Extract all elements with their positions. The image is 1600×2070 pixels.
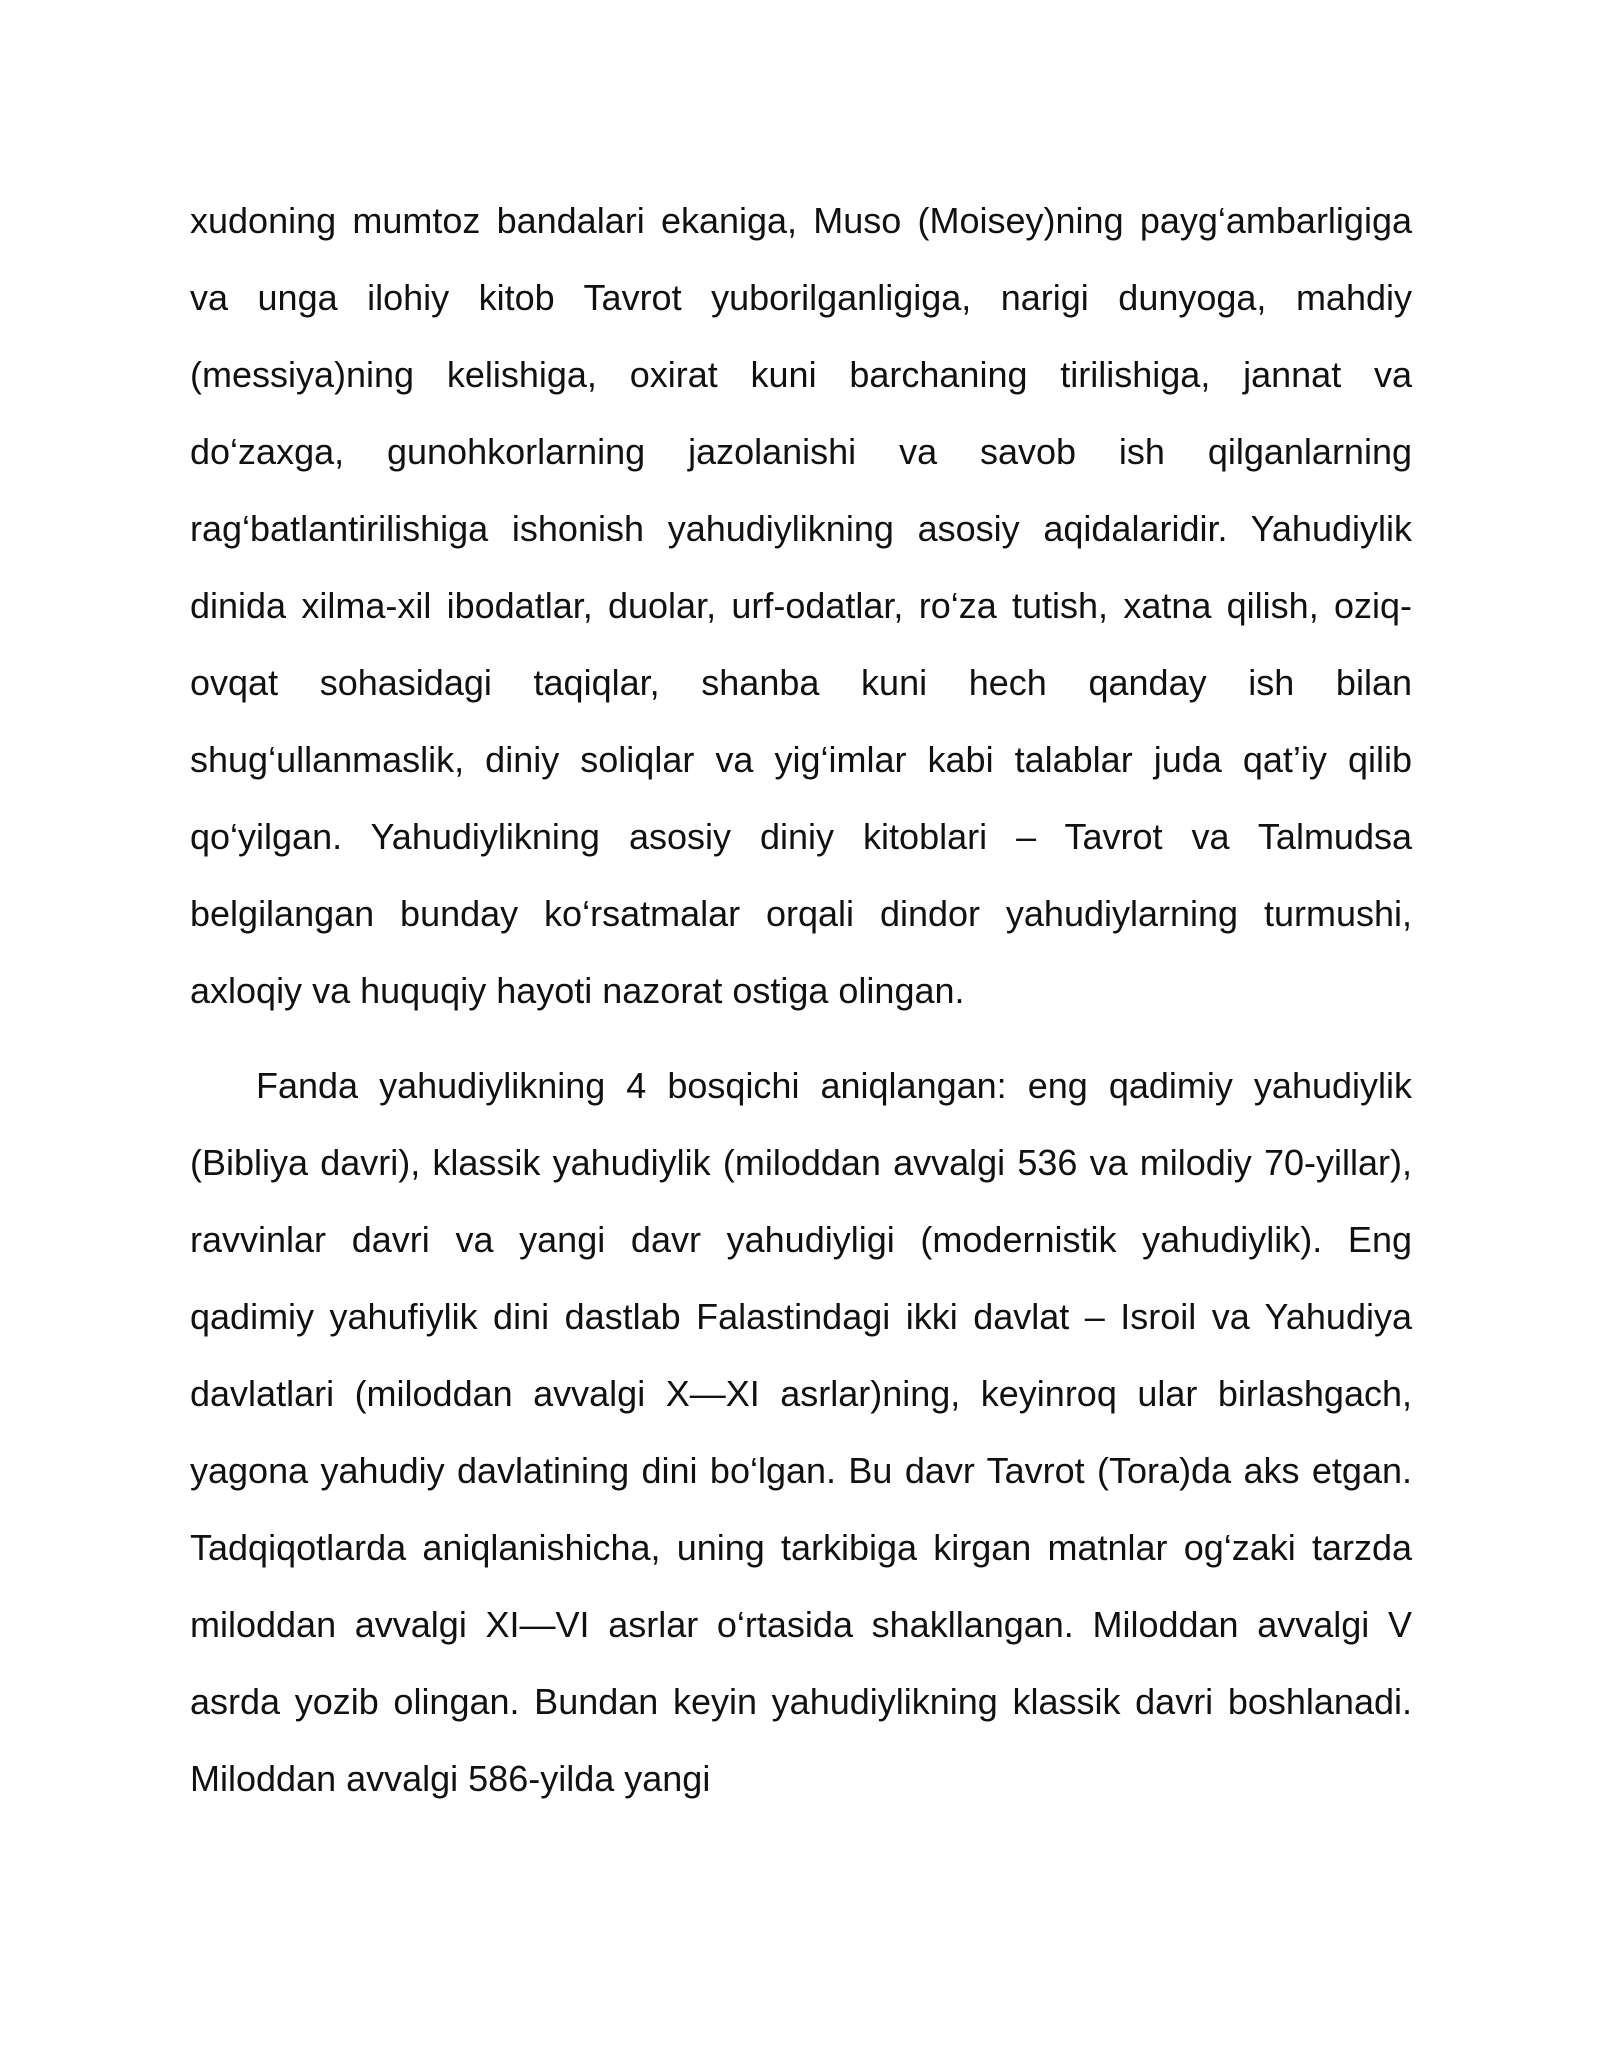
paragraph-continuation: xudoning mumtoz bandalari ekaniga, Muso (Moisey)ning payg‘ambarligiga va unga ilohiy kitob Tavrot yuborilganligiga, narigi dunyoga, mahdiy (messiya)ning kelishiga, oxirat kuni barchaning tirilishiga, jannat va do‘zaxga, gunohkorlarning jazolanishi va savob ish qilganlarning rag‘batlantirilishiga ishonish yahudiylikning asosiy aqidalaridir. Yahudiylik dinida xilma-xil ibodatlar, duolar, urf-odatlar, ro‘za tutish, xatna qilish, oziq-ovqat sohasidagi taqiqlar, shanba kuni hech qanday ish bilan shug‘ullanmaslik, diniy soliqlar va yig‘imlar kabi talablar juda qat’iy qilib qo‘yilgan. Yahudiylikning asosiy diniy kitoblari – Tavrot va Talmudsa belgilangan bunday ko‘rsatmalar orqali dindor yahudiylarning turmushi, axloqiy va huquqiy hayoti nazorat ostiga olingan. [190, 200, 1412, 1011]
paragraph-stages: Fanda yahudiylikning 4 bosqichi aniqlangan: eng qadimiy yahudiylik (Bibliya davri), klassik yahudiylik (miloddan avvalgi 536 va milodiy 70-yillar), ravvinlar davri va yangi davr yahudiyligi (modernistik yahudiylik). Eng qadimiy yahufiylik dini dastlab Falastindagi ikki davlat – Isroil va Yahudiya davlatlari (miloddan avvalgi X—XI asrlar)ning, keyinroq ular birlashgach, yagona yahudiy davlatining dini bo‘lgan. Bu davr Tavrot (Tora)da aks etgan. Tadqiqotlarda aniqlanishicha, uning tarkibiga kirgan matnlar og‘zaki tarzda miloddan avvalgi XI—VI asrlar o‘rtasida shakllangan. Miloddan avvalgi V asrda yozib olingan. Bundan keyin yahudiylikning klassik davri boshlanadi. Miloddan avvalgi 586-yilda yangi [190, 1065, 1412, 1799]
document-body [190, 182, 1412, 1817]
